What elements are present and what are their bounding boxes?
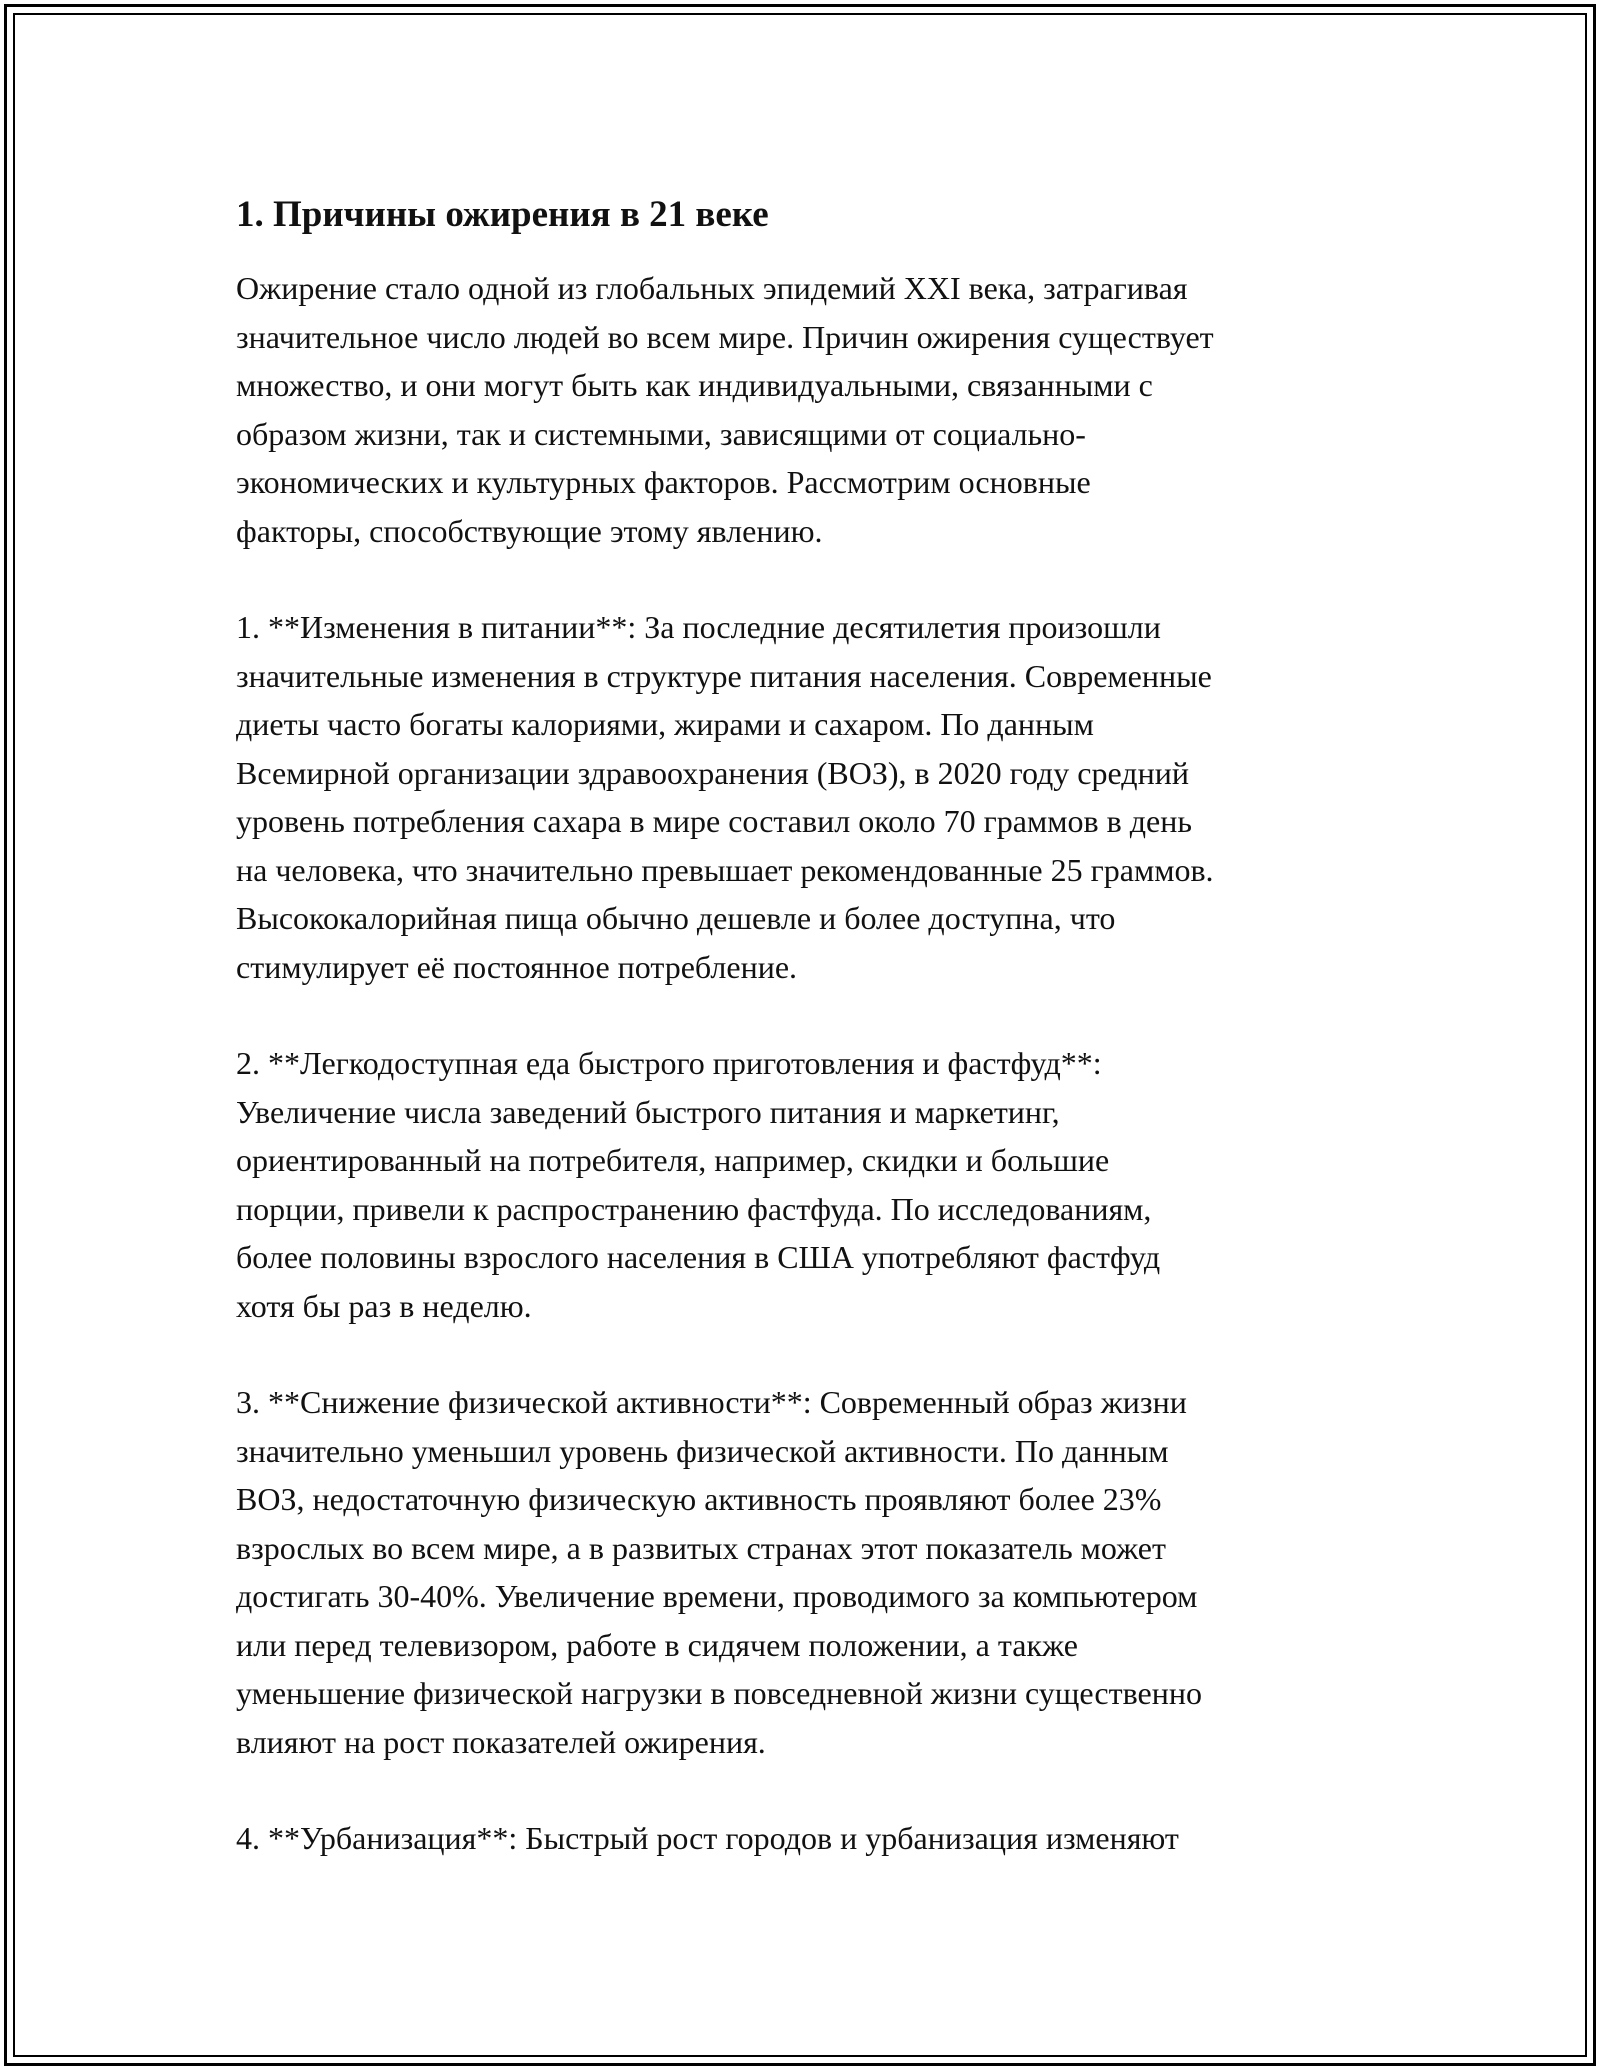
intro-paragraph: Ожирение стало одной из глобальных эпидемий XXI века, затрагивая значительное число людей во всем мире. Причин ожирения существует множество, и они могут быть как индивидуальными, связанными с образом жизни, так и системными, зависящими от социально- экономических и культурных факторов. Рассмотрим основные факторы, способствующие этому явлению. [236, 270, 1214, 549]
list-item-physical-activity: 3. **Снижение физической активности**: Современный образ жизни значительно уменьшил уровень физической активности. По данным ВОЗ, недостаточную физическую активность проявляют более 23% взрослых во всем мире, а в развитых странах этот показатель может достигать 30-40%. Увеличение времени, проводимого за компьютером или перед телевизором, работе в сидячем положении, а также уменьшение физической нагрузки в повседневной жизни существенно влияют на рост показателей ожирения. [236, 1384, 1202, 1760]
document-body [236, 180, 1376, 1911]
list-item-nutrition: 1. **Изменения в питании**: За последние десятилетия произошли значительные изменения в структуре питания населения. Современные диеты часто богаты калориями, жирами и сахаром. По данным Всемирной организации здравоохранения (ВОЗ), в 2020 году средний уровень потребления сахара в мире составил около 70 граммов в день на человека, что значительно превышает рекомендованные 25 граммов. Высококалорийная пища обычно дешевле и более доступна, что стимулирует её постоянное потребление. [236, 609, 1214, 985]
list-item-urbanization: 4. **Урбанизация**: Быстрый рост городов и урбанизация изменяют [236, 1820, 1179, 1856]
list-item-fastfood: 2. **Легкодоступная еда быстрого приготовления и фастфуд**: Увеличение числа заведений быстрого питания и маркетинг, ориентированный на потребителя, например, скидки и большие порции, привели к распространению фастфуда. По исследованиям, более половины взрослого населения в США употребляют фастфуд хотя бы раз в неделю. [236, 1045, 1161, 1324]
section-heading: 1. Причины ожирения в 21 веке [236, 194, 769, 235]
